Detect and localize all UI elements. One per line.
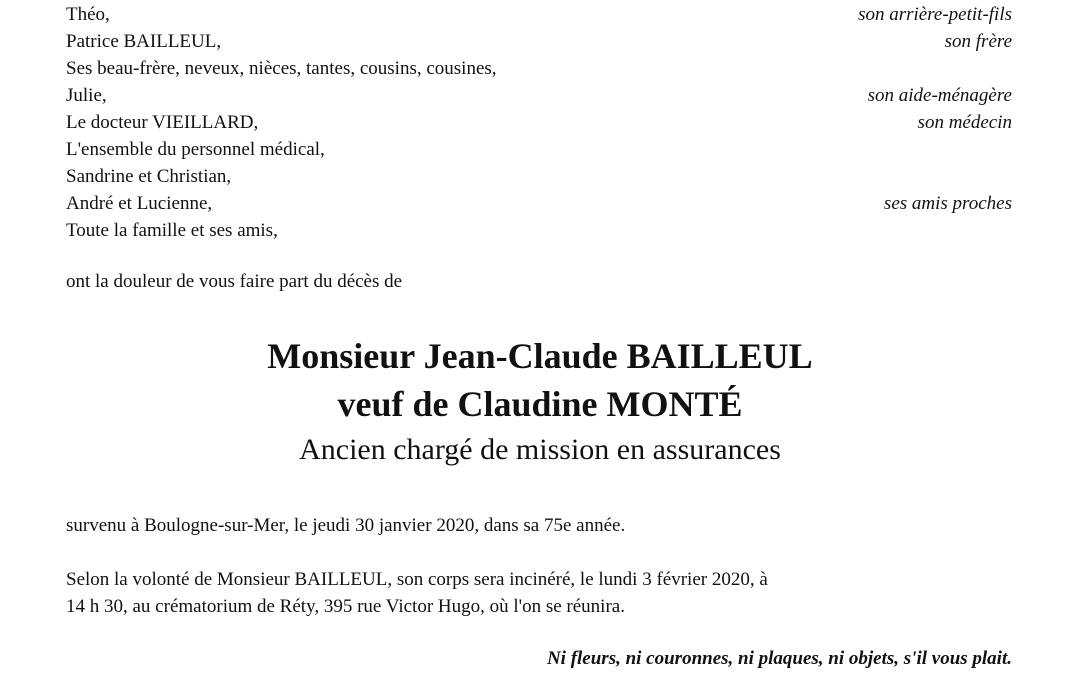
deceased-spouse: veuf de Claudine MONTÉ [337, 384, 743, 424]
mourner-row [66, 1, 1012, 28]
deceased-occupation: Ancien chargé de mission en assurances [299, 433, 781, 466]
mourner-relation: son arrière-petit-fils [858, 4, 1012, 25]
mourner-name: L'ensemble du personnel médical, [66, 139, 325, 160]
mourner-relation: son frère [944, 31, 1012, 52]
mourner-relation: ses amis proches [883, 193, 1012, 214]
ceremony-line-2: 14 h 30, au crématorium de Réty, 395 rue Victor Hugo, où l'on se réunira. [66, 596, 625, 617]
mourner-row [66, 109, 1012, 136]
deceased-name: Monsieur Jean-Claude BAILLEUL [267, 336, 813, 376]
mourner-row [66, 82, 1012, 109]
mourner-name: Sandrine et Christian, [66, 166, 232, 187]
mourner-row [66, 55, 1012, 82]
mourner-name: Théo, [66, 4, 110, 25]
announcement-text: ont la douleur de vous faire part du décès de [66, 271, 403, 292]
mourner-row [66, 136, 1012, 163]
mourner-relation: son aide-ménagère [867, 85, 1012, 106]
ceremony-line-1: Selon la volonté de Monsieur BAILLEUL, son corps sera incinéré, le lundi 3 février 2020, à [66, 569, 768, 590]
mourner-name: André et Lucienne, [66, 193, 213, 214]
mourner-relation: son médecin [917, 112, 1012, 133]
mourner-name: Julie, [66, 85, 107, 106]
mourner-name: Patrice BAILLEUL, [66, 31, 222, 52]
mourner-row [66, 217, 1012, 244]
closing-request: Ni fleurs, ni couronnes, ni plaques, ni objets, s'il vous plait. [546, 648, 1012, 669]
mourner-name: Ses beau-frère, neveux, nièces, tantes, cousins, cousines, [66, 58, 497, 79]
mourner-row [66, 163, 1012, 190]
death-details: survenu à Boulogne-sur-Mer, le jeudi 30 janvier 2020, dans sa 75e année. [66, 515, 626, 536]
mourner-name: Le docteur VIEILLARD, [66, 112, 259, 133]
mourner-row [66, 190, 1012, 217]
mourner-row [66, 28, 1012, 55]
mourner-name: Toute la famille et ses amis, [66, 220, 278, 241]
